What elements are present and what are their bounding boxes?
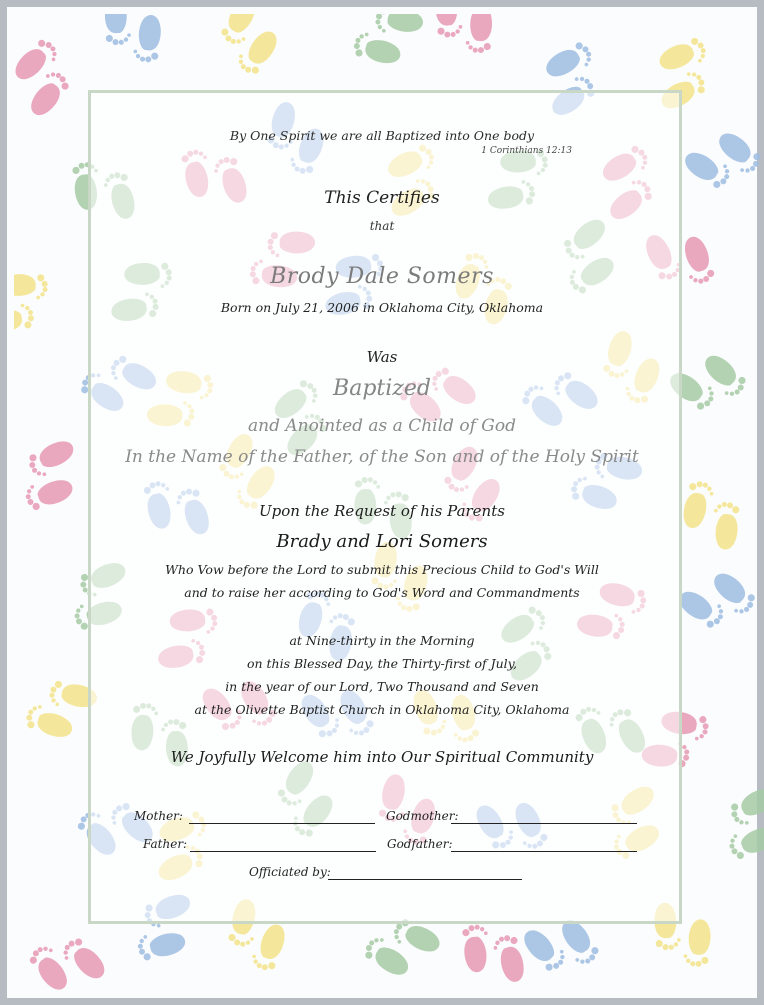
- vow-line-1: Who Vow before the Lord to submit this Precious Child to God's Will: [165, 562, 599, 577]
- scripture-reference: 1 Corinthians 12:13: [481, 146, 572, 156]
- that-text: that: [369, 219, 395, 233]
- trinity-text: In the Name of the Father, of the Son and of the Holy Spirit: [125, 447, 639, 467]
- ceremony-time: at Nine-thirty in the Morning: [289, 633, 475, 648]
- birth-details: Born on July 21, 2006 in Oklahoma City, Oklahoma: [220, 300, 544, 315]
- ceremony-church: at the Olivette Baptist Church in Oklahoma City, Oklahoma: [194, 702, 570, 717]
- footprint-icon: [352, 14, 425, 69]
- footprint-icon: [14, 35, 84, 120]
- father-signature-line[interactable]: [190, 851, 376, 852]
- footprint-icon: [103, 14, 162, 63]
- godmother-label: Godmother:: [386, 809, 459, 823]
- welcome-text: We Joyfully Welcome him into Our Spiritual Community: [170, 748, 594, 766]
- godfather-signature-line[interactable]: [451, 851, 637, 852]
- godmother-signature-line[interactable]: [451, 823, 637, 824]
- child-name: Brody Dale Somers: [270, 264, 494, 289]
- footprint-icon: [712, 784, 764, 863]
- officiated-label: Officiated by:: [249, 865, 331, 879]
- was-text: Was: [366, 348, 398, 366]
- vow-line-2: and to raise her according to God's Word and Commandments: [184, 585, 580, 600]
- baptized-heading: Baptized: [333, 376, 431, 401]
- request-text: Upon the Request of his Parents: [259, 502, 505, 520]
- godfather-label: Godfather:: [387, 837, 453, 851]
- ceremony-year: in the year of our Lord, Two Thousand and Seven: [225, 679, 539, 694]
- footprint-icon: [209, 14, 290, 78]
- officiant-signature-line[interactable]: [328, 879, 522, 880]
- footprint-icon: [460, 917, 527, 989]
- footprint-icon: [25, 922, 109, 1005]
- footprint-icon: [435, 14, 492, 54]
- certifies-heading: This Certifies: [324, 188, 440, 208]
- anointed-text: and Anointed as a Child of God: [248, 416, 516, 436]
- parents-names: Brady and Lori Somers: [276, 531, 488, 552]
- ceremony-day: on this Blessed Day, the Thirty-first of July,: [246, 656, 517, 671]
- mother-label: Mother:: [134, 809, 183, 823]
- father-label: Father:: [143, 837, 188, 851]
- mother-signature-line[interactable]: [189, 823, 375, 824]
- scripture-verse: By One Spirit we are all Baptized into One body: [229, 128, 535, 143]
